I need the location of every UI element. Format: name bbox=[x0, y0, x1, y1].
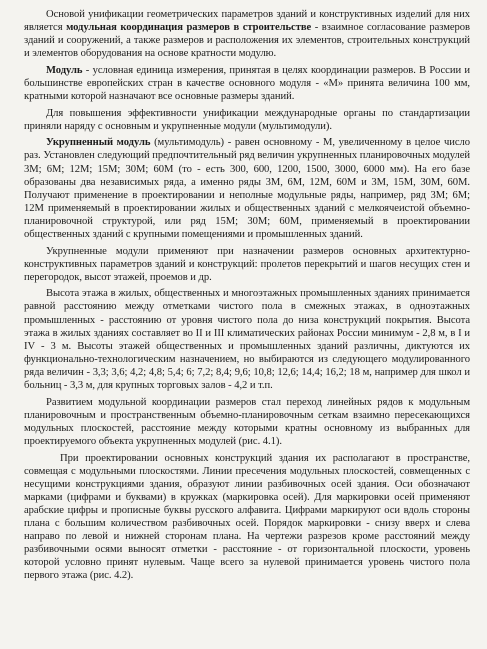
text-segment: (мультимодуль) - равен основному - М, увеличенному в целое число раз. Установлен следующий предпочтительный ряд величин укрупненных планировочных модулей 3М; 6М; 12М; 15М; 30М; 60М (то - есть 300, 600, 1200, 1500, 3000, 6000 мм). На его базе образованы два независимых ряда, а именно ряды 3М, 6М, 12М, 60М и 3М, 15М, 30М, 60М. Получают применение в проектировании и неполные модульные ряды, например, ряд 3М; 6М; 12М применяемый в проектировании жилых и общественных зданий с мелкоячеистой объемно-планировочной структурой, или ряд 15М; 30М; 60М, применяемый в проектировании общественных зданий с крупными помещениями и промышленных зданий. bbox=[24, 137, 470, 240]
text-segment: Развитием модульной координации размеров стал переход линейных рядов к модульным планировочным и пространственным объемно-планировочным сеткам взаимно пересекающихся модульных плоскостей, расстояние между которыми кратны основному из выбранных для проектируемого объекта укрупненных модулей (рис. 4.1). bbox=[24, 396, 470, 447]
paragraph-module bbox=[24, 64, 470, 103]
term-module: Модуль bbox=[46, 64, 83, 76]
term-modular-coordination: модульная координация размеров в строительстве bbox=[66, 22, 312, 34]
paragraph-unification bbox=[24, 8, 470, 60]
term-multimodule: Укрупненный модуль bbox=[46, 137, 151, 149]
paragraph-modular-grid bbox=[24, 396, 470, 448]
paragraph-efficiency bbox=[24, 107, 470, 133]
paragraph-floor-height bbox=[24, 287, 470, 392]
paragraph-multimodule bbox=[24, 136, 470, 241]
text-segment: - взаимное согласование размеров зданий и сооружений, а также размеров и расположения их элементов, строительных конструкций и элементов оборудования на основе кратности модулю. bbox=[24, 22, 470, 60]
text-segment: Основой унификации геометрических параметров зданий и конструктивных изделий для них является bbox=[24, 9, 470, 34]
paragraph-axis-marking bbox=[24, 452, 470, 583]
text-segment: - условная единица измерения, принятая в целях координации размеров. В России и большинстве европейских стран в качестве основного модуля - «М» принята величина 100 мм, кратными которой назначают все основные размеры зданий. bbox=[24, 64, 470, 103]
text-segment: Высота этажа в жилых, общественных и многоэтажных промышленных зданиях принимается равной расстоянию между отметками чистого пола в смежных этажах, в одноэтажных промышленных - расстоянию от уровня чистого пола до низа конструкций покрытия. Высота этажа в жилых зданиях составляет во II и III климатических районах России минимум - 2,8 м, в I и IV - 3 м. Высоты этажей общественных и промышленных зданий различны, диктуются их функционально-технологическим назначением, но выбираются из следующего модулированного ряда величин - 3,3; 3,6; 4,2; 4,8; 5,4; 6; 7,2; 8,4; 9,6; 10,8; 12,6; 14,4; 16,2; 18 м, например для школ и больниц - 3,3 м, для крупных торговых залов - 4,2 и т.п. bbox=[24, 288, 470, 392]
text-segment: При проектировании основных конструкций здания их располагают в пространстве, совмещая с модульными плоскостями. Линии пресечения модульных плоскостей, совмещенных с несущими конструкциями здания, образуют линии разбивочных осей здания. Оси обозначают марками (цифрами и буквами) в кружках (маркировка осей). Для маркировки осей применяют арабские цифры и прописные буквы русского алфавита. Цифрами маркируют оси вдоль стороны плана с большим количеством разбивочных осей. Порядок маркировки - снизу вверх и слева направо по левой и нижней сторонам плана. На чертежи разрезов кроме расстояний между разбивочными осями выносят отметки - расстояние - от горизонтальной плоскости, уровень которой условно принят нулевым. Чаще всего за нулевой принимается уровень чистого пола первого этажа (рис. 4.2). bbox=[24, 452, 470, 582]
text-segment: Для повышения эффективности унификации международные органы по стандартизации приняли наряду с основным и укрупненные модули (мультимодули). bbox=[24, 107, 470, 132]
paragraph-multimodule-use bbox=[24, 245, 470, 284]
text-segment: Укрупненные модули применяют при назначении размеров основных архитектурно-конструктивных параметров зданий и конструкций: пролетов перекрытий и шагов несущих стен и перегородок, высот этажей, проемов и др. bbox=[24, 245, 470, 283]
